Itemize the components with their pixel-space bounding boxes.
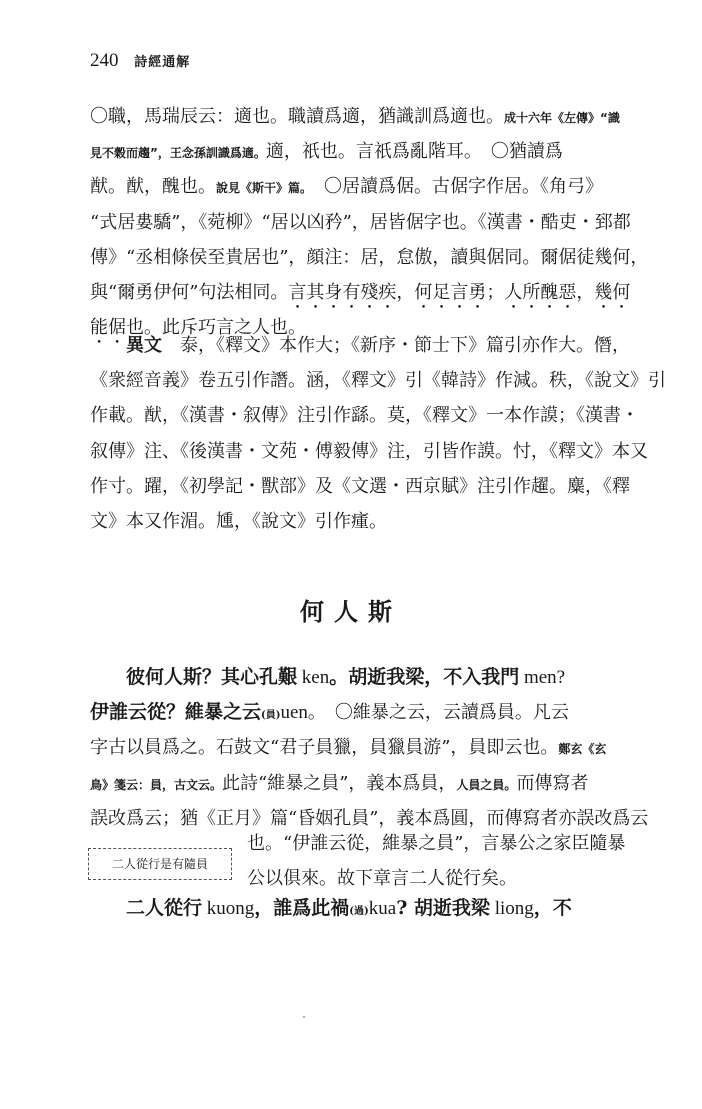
text-line: “式居婁驕”，《菀柳》“居以凶矜”，居皆倨字也。《漢書・酷吏・郅都 [90, 211, 631, 233]
text-line: 字古以員爲之。石鼓文“君子員獵，員獵員游”，員即云也。鄭玄《玄 [90, 737, 607, 759]
text-line: 文》本又作湄。尰，《說文》引作瘇。 [90, 510, 387, 532]
commentary-continuation [247, 826, 625, 896]
text-line: 能倨也。此斥巧言之人也。 [90, 317, 306, 339]
text-line: 叙傳》注、《後漢書・文苑・傅毅傳》注，引皆作謨。忖，《釋文》本又 [90, 440, 648, 462]
text-line: 見不穀而趨”，王念孫訓識爲適。適，祇也。言祇爲亂階耳。 〇猶讀爲 [90, 141, 563, 163]
commentary-paragraph [90, 99, 649, 345]
running-header [90, 50, 190, 72]
page-speck [303, 1016, 305, 1018]
verse-line: 二人從行 kuong，誰爲此禍(過)kua? 胡逝我梁 liong，不 [126, 897, 572, 919]
text-line: 《衆經音義》卷五引作譖。涵，《釋文》引《韓詩》作減。秩，《說文》引 [90, 370, 666, 392]
margin-note: 二人從行是有隨員 [88, 848, 232, 880]
variant-readings-paragraph [90, 328, 666, 539]
text-line: 作寸。躍，《初學記・獸部》及《文選・西京賦》注引作趯。麋，《釋 [90, 475, 630, 497]
verse-line: 彼何人斯？其心孔艱 ken。胡逝我梁，不入我門 men? [126, 666, 566, 688]
emphasized-text: 能倨也 [90, 317, 144, 339]
text-line: 作載。猷，《漢書・叙傳》注引作繇。莫，《釋文》一本作謨；《漢書・ [90, 405, 639, 427]
verse-line: 伊誰云從？維暴之云(員)uen。 〇維暴之云，云讀爲員。凡云 [90, 701, 569, 724]
text-line: 異文 泰，《釋文》本作大；《新序・節士下》篇引亦作大。僭， [126, 335, 630, 356]
emphasized-text: 言其身有殘疾，何足言勇；人所醜惡，幾何 [288, 281, 631, 303]
text-line: 鳥》箋云：員，古文云。此詩“維暴之員”，義本爲員，人員之員。而傳寫者 [90, 772, 589, 794]
text-line: 傳》“丞相條侯至貴居也”，顔注：居，怠傲，讀與倨同。爾倨徒幾何， [90, 246, 649, 268]
poem-stanza [90, 660, 649, 836]
poem-title: 何人斯 [300, 597, 402, 626]
text-line: 公以俱來。故下章言二人從行矣。 [247, 868, 517, 889]
page-number: 240 [90, 50, 119, 71]
text-line: 猷。猷，醜也。說見《斯干》篇。 〇居讀爲倨。古倨字作居。《角弓》 [90, 176, 604, 198]
text-line: 也。“伊誰云從，維暴之員”，言暴公之家臣隨暴 [247, 833, 626, 854]
variant-label: 異文 [126, 335, 162, 356]
text-line: 〇職，馬瑞辰云：適也。職讀爲適，猶識訓爲適也。成十六年《左傳》“識 [90, 106, 620, 127]
text-line: 與“爾勇伊何”句法相同。言其身有殘疾，何足言勇；人所醜惡，幾何 [90, 281, 631, 303]
book-title: 詩經通解 [134, 55, 191, 70]
text-line: 誤改爲云；猶《正月》篇“昏姻孔員”，義本爲圓，而傳寫者亦誤改爲云 [90, 807, 649, 829]
